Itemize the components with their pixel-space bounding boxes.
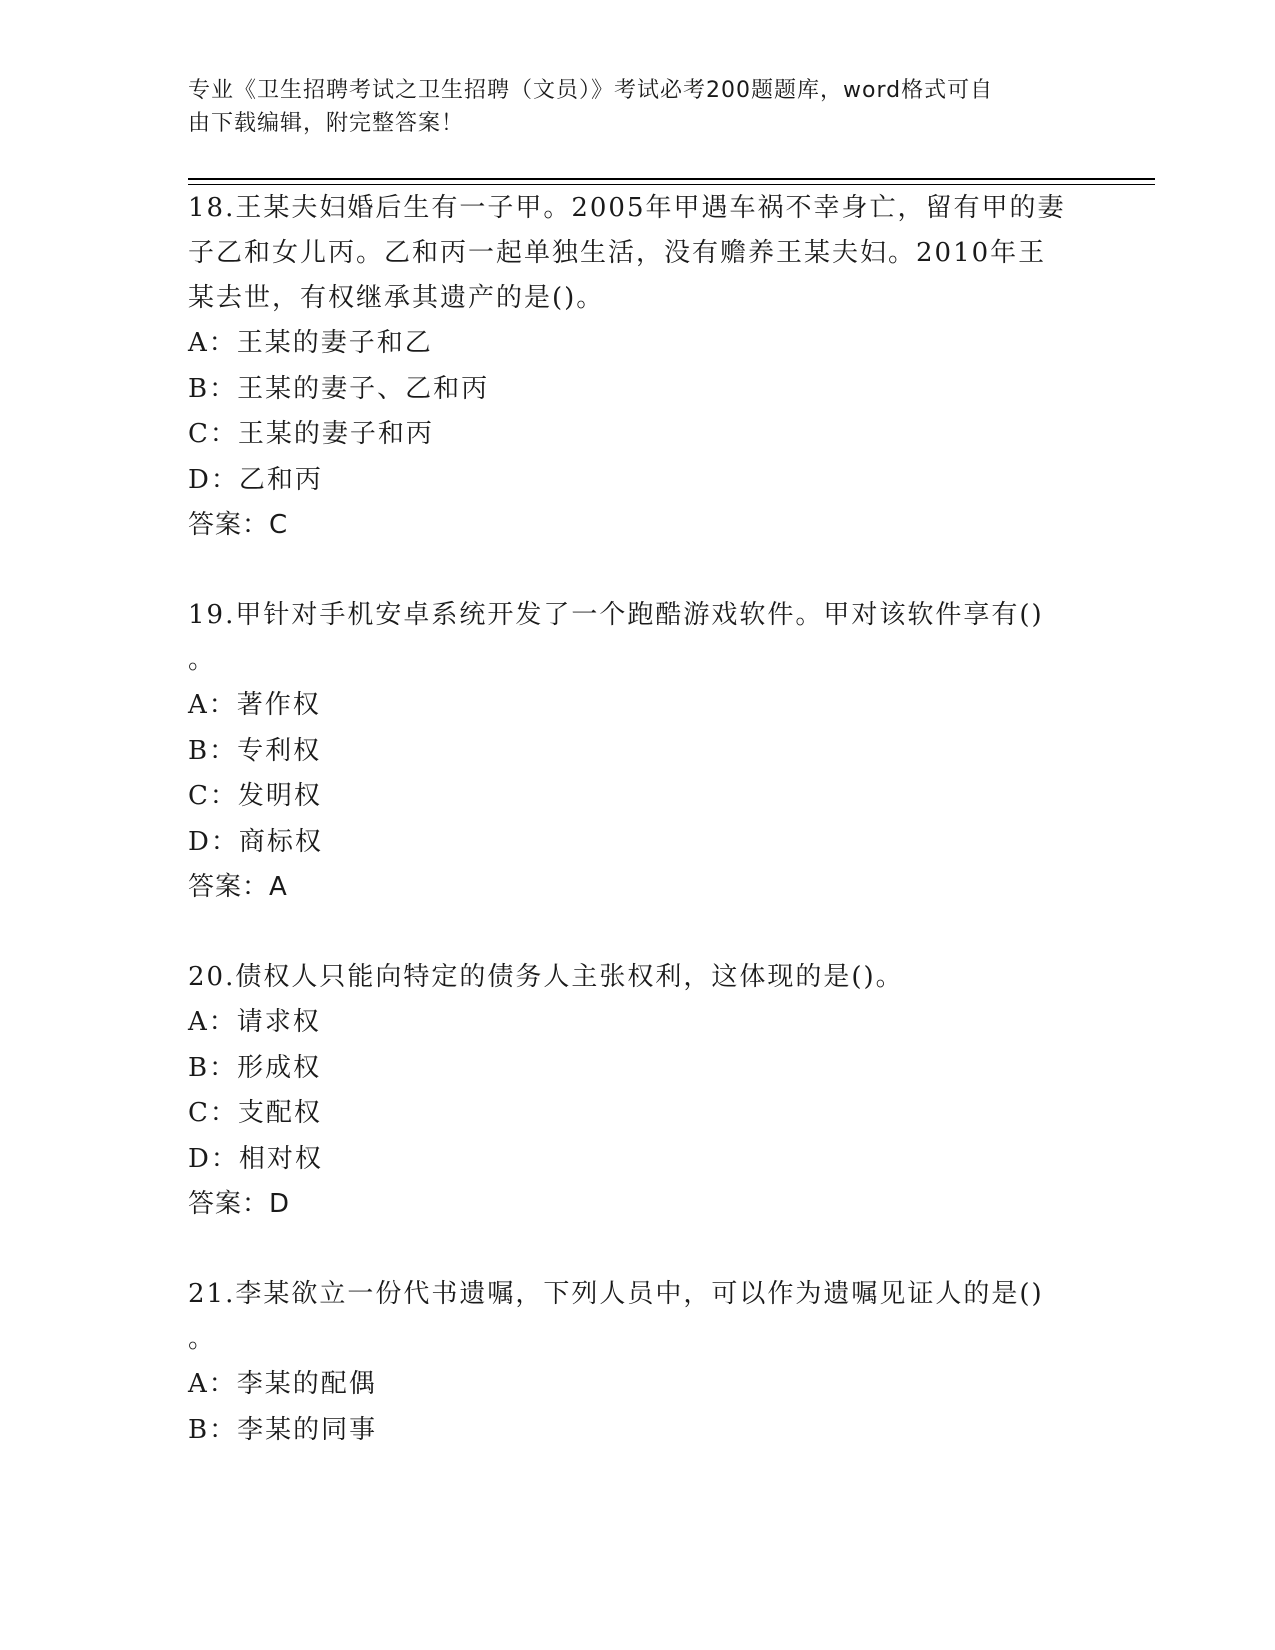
document-header <box>188 74 1068 140</box>
option-b: B：王某的妻子、乙和丙 <box>188 373 490 404</box>
option-d: D：商标权 <box>188 826 323 857</box>
question-stem-line: 某去世，有权继承其遗产的是()。 <box>188 283 605 313</box>
question-stem-line: 。 <box>188 1324 217 1354</box>
question-18 <box>188 186 1088 548</box>
question-stem-line: 20.债权人只能向特定的债务人主张权利，这体现的是()。 <box>188 962 904 992</box>
header-line-2: 由下载编辑，附完整答案！ <box>188 111 465 136</box>
option-a: A：请求权 <box>188 1007 321 1037</box>
option-b: B：李某的同事 <box>188 1414 378 1445</box>
option-b: B：形成权 <box>188 1052 322 1083</box>
question-21 <box>188 1272 1088 1453</box>
question-stem-line: 子乙和女儿丙。乙和丙一起单独生活，没有赡养王某夫妇。2010年王 <box>188 238 1047 268</box>
question-stem-line: 。 <box>188 645 217 675</box>
option-d: D：相对权 <box>188 1143 323 1174</box>
question-19 <box>188 593 1088 910</box>
question-list <box>188 186 1088 1453</box>
question-stem-line: 18.王某夫妇婚后生有一子甲。2005年甲遇车祸不幸身亡，留有甲的妻 <box>188 193 1066 223</box>
answer-label: 答案：A <box>188 872 288 902</box>
option-c: C：支配权 <box>188 1098 322 1128</box>
option-a: A：王某的妻子和乙 <box>188 328 433 358</box>
answer-label: 答案：D <box>188 1189 291 1219</box>
question-stem-line: 19.甲针对手机安卓系统开发了一个跑酷游戏软件。甲对该软件享有() <box>188 600 1044 630</box>
question-20 <box>188 955 1088 1227</box>
option-b: B：专利权 <box>188 735 322 766</box>
option-c: C：王某的妻子和丙 <box>188 419 434 449</box>
option-c: C：发明权 <box>188 781 322 811</box>
header-divider-thin <box>188 184 1155 185</box>
option-a: A：李某的配偶 <box>188 1369 377 1399</box>
header-line-1: 专业《卫生招聘考试之卫生招聘（文员）》考试必考200题题库，word格式可自 <box>188 78 994 103</box>
option-a: A：著作权 <box>188 690 321 720</box>
header-divider-thick <box>188 178 1155 180</box>
question-stem-line: 21.李某欲立一份代书遗嘱，下列人员中，可以作为遗嘱见证人的是() <box>188 1279 1044 1309</box>
option-d: D：乙和丙 <box>188 464 323 495</box>
answer-label: 答案：C <box>188 510 289 540</box>
